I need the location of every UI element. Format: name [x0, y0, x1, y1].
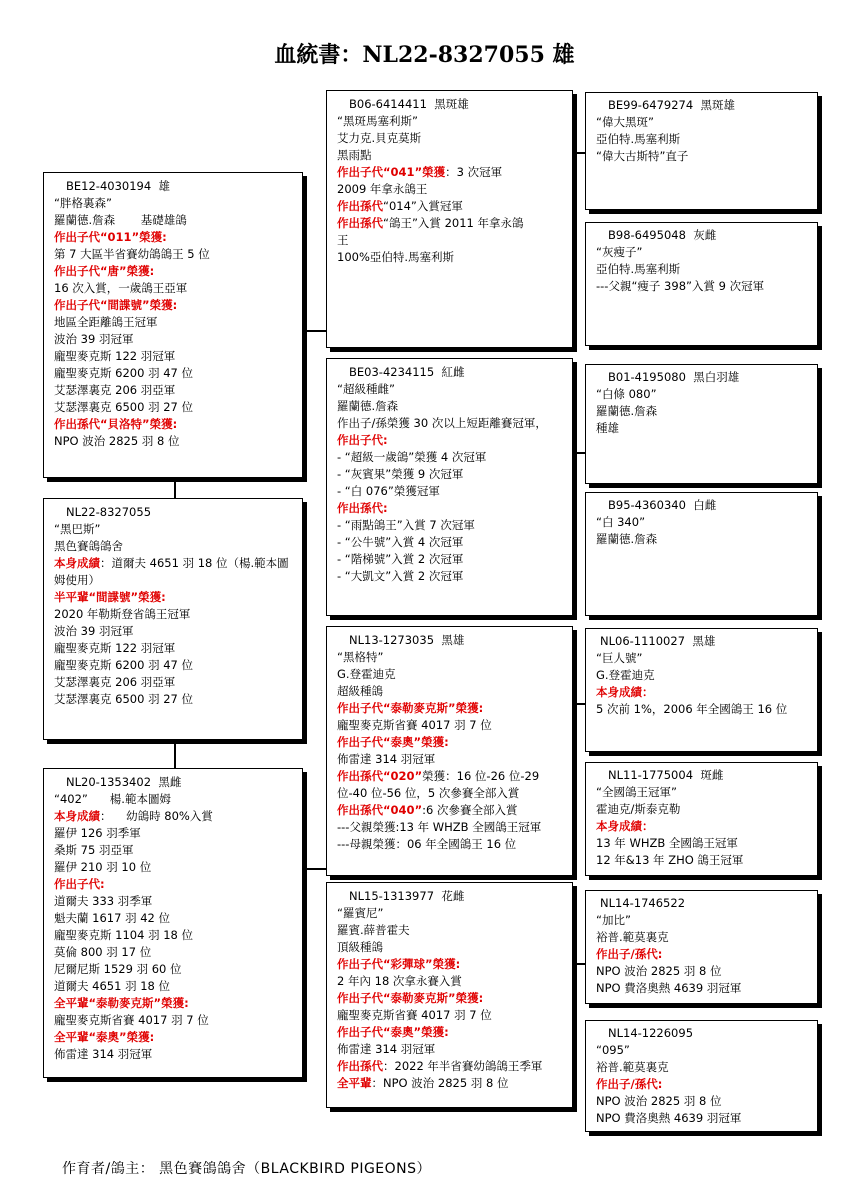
achievement-line: 作出孫代“鴿王”入賞 2011 年拿永鴿 [337, 216, 524, 230]
achievement-line: 2 年內 18 次拿永賽入賞 [337, 974, 462, 988]
pigeon-name: “白條 080” [596, 387, 657, 401]
achievement-line: 龐聖麥克斯省賽 4017 羽 7 位 [337, 1008, 492, 1022]
achievement-line: 作出孫代：2022 年半省賽幼鴿鴿王季軍 [337, 1059, 543, 1073]
pigeon-name: “加比” [596, 913, 631, 927]
ring-number: BE99-6479274 黑斑雄 [608, 98, 735, 112]
achievement-line: 作出孫代“020”榮獲：16 位-26 位-29 [337, 769, 540, 783]
info-line: 種雄 [596, 421, 619, 435]
achievement-line: NPO 費洛奧熱 4639 羽冠軍 [596, 981, 742, 995]
achievement-line: NPO 費洛奧熱 4639 羽冠軍 [596, 1111, 742, 1125]
owner: G.登霍迪克 [337, 667, 396, 681]
info-line: 作出子/孫榮獲 30 次以上短距離賽冠軍， [337, 416, 547, 430]
achievement-line: 作出孫代“040”:6 次參賽全部入賞 [337, 803, 518, 817]
connector-line [573, 152, 585, 154]
achievement-line: 2009 年拿永鴿王 [337, 182, 428, 196]
achievement-line: NPO 波治 2825 羽 8 位 [596, 1094, 722, 1108]
main-pigeon-card [43, 498, 303, 740]
pigeon-name: “羅賓尼” [337, 906, 384, 920]
achievement-line: ---父親榮獲:13 年 WHZB 全國鴿王冠軍 [337, 820, 542, 834]
achievement-heading: 作出子代“泰奧”榮獲: [337, 735, 449, 749]
owner: 艾力克.貝克莫斯 [337, 131, 422, 145]
owner: 霍迪克/斯泰克勒 [596, 802, 681, 816]
great-grandparent-card [585, 628, 818, 752]
achievement-heading: 作出子代: [337, 433, 388, 447]
pigeon-name: “黑格特” [337, 650, 384, 664]
grandsire-paternal-card [326, 90, 573, 348]
achievement-line: - “灰賓果”榮獲 9 次冠軍 [337, 467, 464, 481]
achievement-line: 第 7 大區半省賽幼鴿鴿王 5 位 [54, 247, 210, 261]
achievement-line: - “白 076”榮獲冠軍 [337, 484, 440, 498]
achievement-line: 龐聖麥克斯 1104 羽 18 位 [54, 928, 194, 942]
ring-number: NL06-1110027 黑雄 [600, 634, 716, 648]
achievement-line: 13 年 WHZB 全國鴿王冠軍 [596, 836, 738, 850]
owner: 羅蘭德.詹森 基礎雄鴿 [54, 213, 187, 227]
achievement-line: 艾瑟澤裏克 6500 羽 27 位 [54, 692, 194, 706]
ring-number: NL20-1353402 黑雌 [66, 775, 182, 789]
achievement-heading: 全平輩“泰奧”榮獲: [54, 1030, 155, 1044]
ring-number: NL22-8327055 [66, 505, 152, 519]
achievement-heading: 作出孫代“貝洛特”榮獲: [54, 417, 178, 431]
achievement-line: 作出子代“041”榮獲：3 次冠軍 [337, 165, 503, 179]
ring-number: NL15-1313977 花雌 [349, 889, 465, 903]
achievement-line: 艾瑟澤裏克 206 羽亞軍 [54, 675, 176, 689]
achievement-line: 地區全距離鴿王冠軍 [54, 315, 158, 329]
owner: G.登霍迪克 [596, 668, 655, 682]
connector-line [303, 330, 326, 332]
owner: 裕普.範莫裏克 [596, 1060, 669, 1074]
great-grandparent-card [585, 890, 818, 1004]
achievement-line: - “公牛號”入賞 4 次冠軍 [337, 535, 464, 549]
grandsire-maternal-card [326, 626, 573, 876]
great-grandparent-card [585, 364, 818, 484]
info-line: 頂級種鴿 [337, 940, 383, 954]
pigeon-name: “黑斑馬塞利斯” [337, 114, 418, 128]
achievement-heading: 半平輩“間諜號”榮獲: [54, 590, 166, 604]
achievement-heading: 作出子代“泰勒麥克斯”榮獲: [337, 991, 484, 1005]
great-grandparent-card [585, 1020, 818, 1132]
achievement-line: - “階梯號”入賞 2 次冠軍 [337, 552, 464, 566]
pigeon-name: “全國鴿王冠軍” [596, 785, 677, 799]
owner: 羅蘭德.詹森 [596, 532, 658, 546]
achievement-line: 艾瑟澤裏克 206 羽亞軍 [54, 383, 176, 397]
dam-card [43, 768, 303, 1078]
achievement-line: 艾瑟澤裏克 6500 羽 27 位 [54, 400, 194, 414]
achievement-line: 位-40 位-56 位，5 次參賽全部入賞 [337, 786, 520, 800]
owner: 亞伯特.馬塞利斯 [596, 262, 681, 276]
great-grandparent-card [585, 222, 818, 346]
achievement-line: NPO 波治 2825 羽 8 位 [54, 434, 180, 448]
achievement-line: 龐聖麥克斯 6200 羽 47 位 [54, 658, 194, 672]
connector-line [174, 478, 176, 498]
achievement-line: 作出孫代“014”入賞冠軍 [337, 199, 463, 213]
achievement-line: 道爾夫 4651 羽 18 位 [54, 979, 171, 993]
achievement-line: 5 次前 1%，2006 年全國鴿王 16 位 [596, 702, 788, 716]
achievement-heading: 作出子代“泰奧”榮獲: [337, 1025, 449, 1039]
info-line: ---父親“瘦子 398”入賞 9 次冠軍 [596, 279, 765, 293]
page-title: 血統書：NL22-8327055 雄 [274, 42, 575, 68]
connector-line [174, 740, 176, 768]
granddam-maternal-card [326, 882, 573, 1108]
achievement-line: 16 次入賞，一歲鴿王亞軍 [54, 281, 188, 295]
achievement-heading: 本身成績： [596, 819, 654, 833]
granddam-paternal-card [326, 358, 573, 616]
achievement-line: 尼爾尼斯 1529 羽 60 位 [54, 962, 182, 976]
info-line: 黑雨點 [337, 148, 372, 162]
ring-number: NL13-1273035 黑雄 [349, 633, 465, 647]
breeder-footer: 作育者/鴿主： 黑色賽鴿鴿舍（BLACKBIRD PIGEONS） [62, 1161, 432, 1177]
achievement-heading: 全平輩“泰勒麥克斯”榮獲: [54, 996, 189, 1010]
achievement-line: 佈雷達 314 羽冠軍 [337, 752, 436, 766]
achievement-line: 全平輩：NPO 波治 2825 羽 8 位 [337, 1076, 509, 1090]
achievement-line: 2020 年勒斯登省鴿王冠軍 [54, 607, 191, 621]
achievement-line: 桑斯 75 羽亞軍 [54, 843, 134, 857]
achievement-line: 王 [337, 233, 349, 247]
great-grandparent-card [585, 762, 818, 876]
owner: 羅賓.薛普霍夫 [337, 923, 410, 937]
achievement-line: - “雨點鴿王”入賞 7 次冠軍 [337, 518, 475, 532]
achievement-line: 龐聖麥克斯 6200 羽 47 位 [54, 366, 194, 380]
ring-number: B98-6495048 灰雌 [608, 228, 717, 242]
ring-number: BE12-4030194 雄 [66, 179, 170, 193]
pigeon-name: “黑巴斯” [54, 522, 101, 536]
great-grandparent-card [585, 92, 818, 210]
achievement-line: - “超級一歲鴿”榮獲 4 次冠軍 [337, 450, 487, 464]
sire-card [43, 172, 303, 478]
pigeon-name: “灰瘦子” [596, 245, 643, 259]
pigeon-name: “095” [596, 1043, 630, 1057]
pigeon-name: “超級種雌” [337, 382, 395, 396]
ring-number: NL14-1746522 [600, 896, 686, 910]
achievement-heading: 作出子代“間諜號”榮獲: [54, 298, 178, 312]
achievement-line: 道爾夫 333 羽季軍 [54, 894, 153, 908]
achievement-line: 波治 39 羽冠軍 [54, 332, 134, 346]
ring-number: B06-6414411 黑斑雄 [349, 97, 469, 111]
owner: 亞伯特.馬塞利斯 [596, 132, 681, 146]
achievement-heading: 作出子代“泰勒麥克斯”榮獲: [337, 701, 484, 715]
achievement-line: 龐聖麥克斯省賽 4017 羽 7 位 [337, 718, 492, 732]
achievement-line: 龐聖麥克斯 122 羽冠軍 [54, 349, 176, 363]
achievement-line: 羅伊 210 羽 10 位 [54, 860, 152, 874]
achievement-line: 魁夫蘭 1617 羽 42 位 [54, 911, 171, 925]
achievement-heading: 作出子代“011”榮獲: [54, 230, 167, 244]
pigeon-name: “白 340” [596, 515, 646, 529]
ring-number: B95-4360340 白雌 [608, 498, 717, 512]
info-line: 超級種鴿 [337, 684, 383, 698]
great-grandparent-card [585, 492, 818, 616]
connector-line [303, 868, 326, 870]
achievement-heading: 作出子代“彩彈球”榮獲: [337, 957, 461, 971]
achievement-line: 佈雷達 314 羽冠軍 [337, 1042, 436, 1056]
pigeon-name: “巨人號” [596, 651, 643, 665]
info-line: 100%亞伯特.馬塞利斯 [337, 250, 455, 264]
achievement-heading: 作出子/孫代: [596, 1077, 663, 1091]
achievement-heading: 作出孫代: [337, 501, 388, 515]
own-results: 本身成績： 幼鴿時 80%入賞 [54, 809, 213, 823]
achievement-line: 佈雷達 314 羽冠軍 [54, 1047, 153, 1061]
achievement-line: 12 年&13 年 ZHO 鴿王冠軍 [596, 853, 744, 867]
info-line: “偉大古斯特”直子 [596, 149, 689, 163]
achievement-line: ---母親榮獲：06 年全國鴿王 16 位 [337, 837, 517, 851]
pigeon-name: “偉大黑斑” [596, 115, 654, 129]
ring-number: NL11-1775004 斑雌 [608, 768, 724, 782]
ring-number: NL14-1226095 [608, 1026, 694, 1040]
ring-number: BE03-4234115 紅雌 [349, 365, 465, 379]
connector-line [573, 963, 585, 965]
achievement-heading: 本身成績： [596, 685, 654, 699]
connector-line [573, 452, 585, 454]
pigeon-name: “胖格裏森” [54, 196, 112, 210]
achievement-heading: 作出子代: [54, 877, 105, 891]
own-results: 本身成績：道爾夫 4651 羽 18 位（楊.範本圖姆使用） [54, 556, 289, 587]
ring-number: B01-4195080 黑白羽雄 [608, 370, 740, 384]
owner: 羅蘭德.詹森 [596, 404, 658, 418]
pigeon-name: “402” 楊.範本圖姆 [54, 792, 171, 806]
owner: 黑色賽鴿鴿舍 [54, 539, 123, 553]
achievement-line: NPO 波治 2825 羽 8 位 [596, 964, 722, 978]
achievement-heading: 作出子代“唐”榮獲: [54, 264, 155, 278]
achievement-line: 龐聖麥克斯 122 羽冠軍 [54, 641, 176, 655]
achievement-line: 莫倫 800 羽 17 位 [54, 945, 152, 959]
achievement-line: 羅伊 126 羽季軍 [54, 826, 141, 840]
owner: 羅蘭德.詹森 [337, 399, 399, 413]
connector-line [573, 703, 585, 705]
achievement-line: - “大凱文”入賞 2 次冠軍 [337, 569, 464, 583]
owner: 裕普.範莫裏克 [596, 930, 669, 944]
achievement-line: 波治 39 羽冠軍 [54, 624, 134, 638]
achievement-heading: 作出子/孫代: [596, 947, 663, 961]
achievement-line: 龐聖麥克斯省賽 4017 羽 7 位 [54, 1013, 209, 1027]
